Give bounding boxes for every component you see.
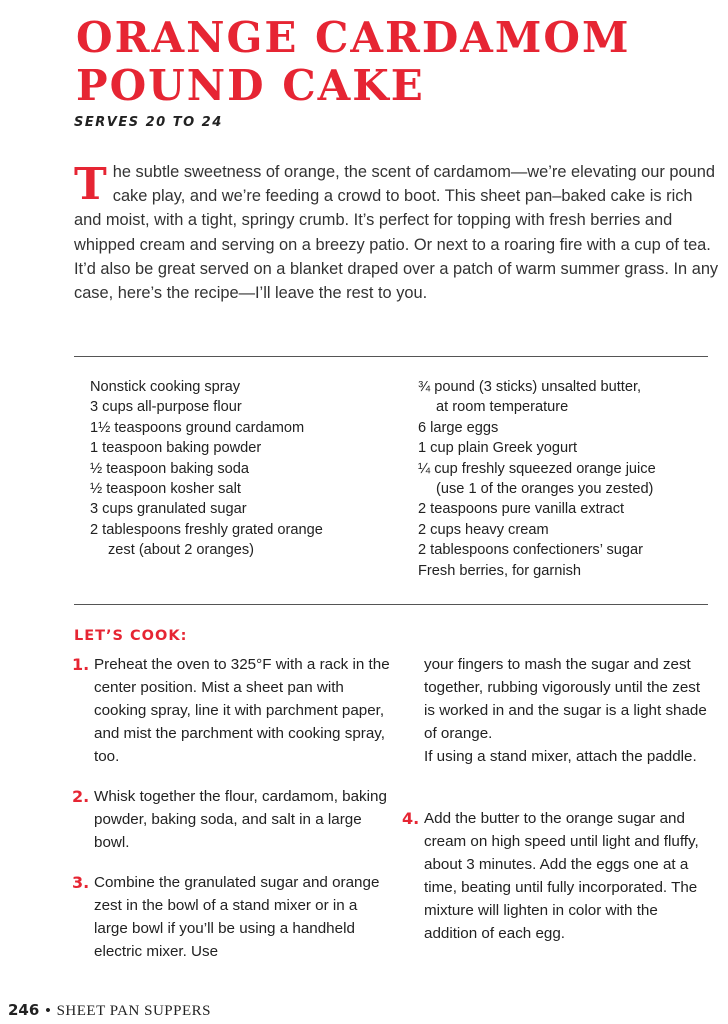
ingredient-item: 2 tablespoons freshly grated orange zest (about 2 oranges) <box>90 521 323 559</box>
ingredient-item: 2 teaspoons pure vanilla extract <box>418 501 625 518</box>
intro-text: he subtle sweetness of orange, the scent of cardamom—we’re elevating our pound cake play, and we’re feeding a crowd to boot. This sheet pan–baked cake is rich and moist, with a tight, springy crumb. It’s perfect for topping with fresh berries and whipped cream and serving on a breezy patio. Or next to a roaring fire with a cup of tea. It’d also be great served on a blanket draped over a patch of warm summer grass. In any case, here’s the recipe—I’ll leave the rest to you. <box>74 163 719 303</box>
ingredient-item: 2 tablespoons confectioners’ sugar <box>418 542 643 559</box>
title-line-2: POUND CAKE <box>76 61 425 110</box>
step-3-continued <box>424 654 714 769</box>
ingredient-item: ½ teaspoon kosher salt <box>90 481 241 498</box>
divider-top <box>74 356 708 357</box>
step-text: your fingers to mash the sugar and zest together, rubbing vigorously until the zest is worked in and the sugar is a light shade of orange. <box>424 656 707 742</box>
step-number: 1. <box>72 655 90 674</box>
ingredient-item: 3 cups granulated sugar <box>90 501 247 518</box>
step-text: Whisk together the flour, cardamom, baking powder, baking soda, and salt in a large bowl. <box>94 788 387 851</box>
ingredient-item: 3 cups all-purpose flour <box>90 399 242 416</box>
step-text: Preheat the oven to 325°F with a rack in the center position. Mist a sheet pan with cooking spray, line it with parchment paper, and mist the parchment with cooking spray, too. <box>94 656 390 765</box>
ingredient-item: Nonstick cooking spray <box>90 379 241 395</box>
page-number: 246 <box>8 1001 40 1019</box>
lets-cook-heading: LET’S COOK: <box>74 628 188 644</box>
ingredient-item: ½ teaspoon baking soda <box>90 460 250 477</box>
ingredient-item: Fresh berries, for garnish <box>418 562 582 579</box>
ingredient-item: 1½ teaspoons ground cardamom <box>90 419 305 436</box>
serves-label: SERVES 20 TO 24 <box>74 115 223 130</box>
ingredient-item: 6 large eggs <box>418 419 499 436</box>
page-footer <box>8 1001 211 1020</box>
ingredient-item: 2 cups heavy cream <box>418 521 549 538</box>
recipe-title <box>76 14 630 110</box>
step-text: Add the butter to the orange sugar and cream on high speed until light and fluffy, about 3 minutes. Add the eggs one at a time, beating until fully incorporated. The mixture will lighten in color with the addition of each egg. <box>424 810 699 942</box>
step-text: If using a stand mixer, attach the paddle. <box>424 747 697 765</box>
ingredients-left <box>90 377 410 561</box>
ingredient-item: 1 teaspoon baking powder <box>90 440 262 457</box>
step-text: Combine the granulated sugar and orange zest in the bowl of a stand mixer or in a large bowl if you’ll be using a handheld electric mixer. Use <box>94 874 380 960</box>
step-number: 3. <box>72 873 90 892</box>
drop-cap: T <box>74 159 107 210</box>
divider-bottom <box>74 604 708 605</box>
step-1 <box>72 654 394 769</box>
intro-paragraph <box>74 160 724 305</box>
title-line-1: ORANGE CARDAMOM <box>76 13 631 62</box>
ingredient-item: 1 cup plain Greek yogurt <box>418 440 577 457</box>
step-2 <box>72 786 394 855</box>
step-4 <box>402 808 714 945</box>
footer-bullet: • <box>45 1002 51 1019</box>
step-3 <box>72 872 394 964</box>
step-number: 4. <box>402 809 420 828</box>
ingredient-item: ¾ pound (3 sticks) unsalted butter, at room temperature <box>418 379 642 416</box>
ingredients-right <box>418 377 718 581</box>
step-number: 2. <box>72 787 90 806</box>
ingredient-item: ¼ cup freshly squeezed orange juice (use 1 of the oranges you zested) <box>418 460 656 498</box>
book-title: SHEET PAN SUPPERS <box>56 1003 211 1019</box>
